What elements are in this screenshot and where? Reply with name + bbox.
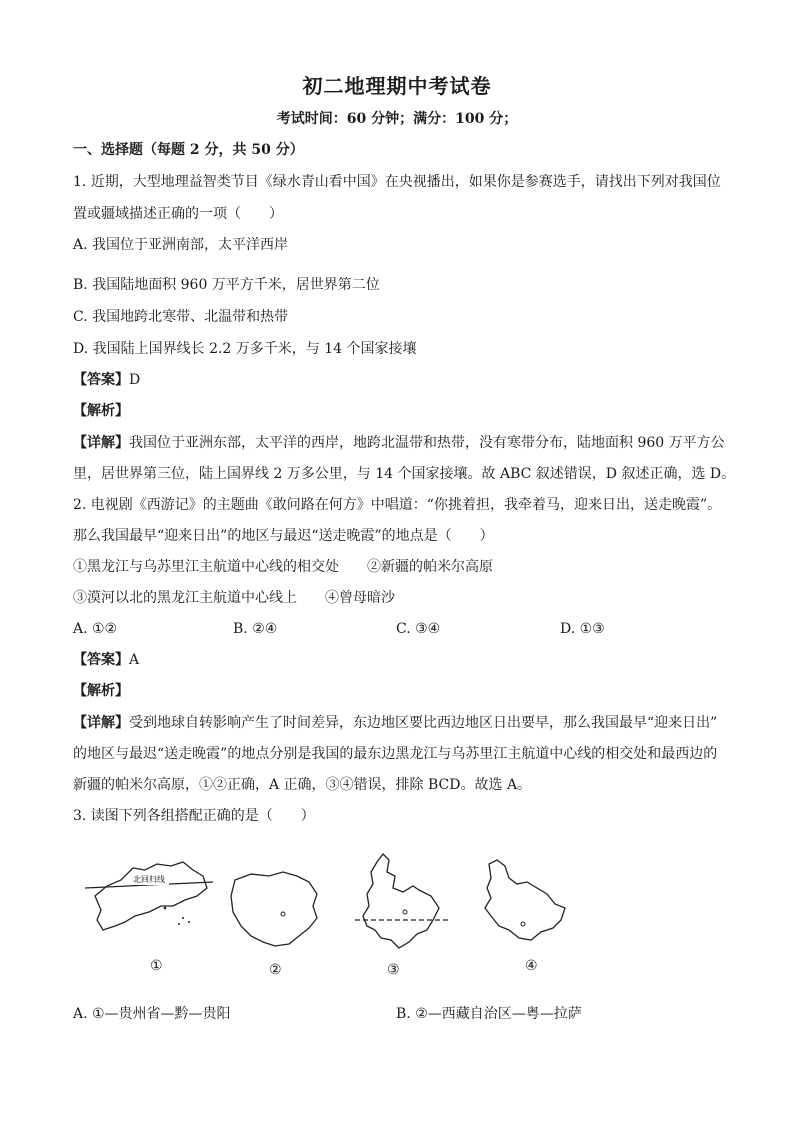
answer-tag: 【答案】 <box>73 372 129 388</box>
q2-detail-line1 <box>73 713 734 733</box>
answer-value: D <box>129 372 141 388</box>
map-4-province <box>475 854 575 954</box>
section-heading: 一、选择题（每题 2 分，共 50 分） <box>73 142 304 158</box>
q3-stem: 3. 读图下列各组搭配正确的是（ ） <box>73 808 315 824</box>
map-number-3: ③ <box>387 962 400 978</box>
q1-analysis-tag: 【解析】 <box>73 403 129 419</box>
map-2-province <box>225 866 325 956</box>
q2-answer <box>73 650 734 670</box>
answer-tag: 【答案】 <box>73 652 129 668</box>
q1-stem-line2: 置或疆域描述正确的一项（ ） <box>73 206 283 222</box>
map-number-2: ② <box>269 962 282 978</box>
q2-stem-line1: 2. 电视剧《西游记》的主题曲《敢问路在何方》中唱道：“你挑着担，我牵着马，迎来日出，送走晚霞”。 <box>73 497 722 513</box>
tropic-label: 北回归线 <box>133 875 165 884</box>
q2-stem-line2: 那么我国最早“迎来日出”的地区与最迟“送走晚霞”的地点是（ ） <box>73 528 494 544</box>
q1-option-d: D. 我国陆上国界线长 2.2 万多千米，与 14 个国家接壤 <box>73 341 417 357</box>
q2-analysis-tag: 【解析】 <box>73 683 129 699</box>
province-maps-figure <box>85 852 585 982</box>
q1-option-c: C. 我国地跨北寒带、北温带和热带 <box>73 309 289 325</box>
q2-detail-line3: 新疆的帕米尔高原，①②正确，A 正确，③④错误，排除 BCD。故选 A。 <box>73 777 532 793</box>
q2-detail-line2: 的地区与最迟“送走晚霞”的地点分别是我国的最东边黑龙江与乌苏里江主航道中心线的相交处和最西边的 <box>73 746 718 762</box>
q1-detail-line1 <box>73 433 734 453</box>
q1-detail-line2: 里，居世界第三位，陆上国界线 2 万多公里，与 14 个国家接壤。故 ABC 叙述错误，D 叙述正确，选 D。 <box>73 466 736 482</box>
q1-option-a: A. 我国位于亚洲南部，太平洋西岸 <box>73 237 289 253</box>
answer-value: A <box>129 652 140 668</box>
q2-option-a: A. ①② <box>73 621 118 637</box>
q1-option-b: B. 我国陆地面积 960 万平方千米，居世界第二位 <box>73 277 380 293</box>
map-1-guangdong <box>85 856 215 946</box>
map-number-4: ④ <box>525 958 538 974</box>
exam-info: 考试时间：60 分钟；满分：100 分； <box>276 111 518 127</box>
map-3-province <box>353 850 453 960</box>
detail-text: 受到地球自转影响产生了时间差异，东边地区要比西边地区日出要早，那么我国最早“迎来日出” <box>129 715 718 731</box>
page-title: 初二地理期中考试卷 <box>302 74 492 98</box>
q2-item-line2: ③漠河以北的黑龙江主航道中心线上 ④曾母暗沙 <box>73 590 395 606</box>
q3-option-b: B. ②—西藏自治区—粤—拉萨 <box>396 1006 582 1022</box>
q3-option-a: A. ①—贵州省—黔—贵阳 <box>73 1006 231 1022</box>
q2-option-b: B. ②④ <box>233 621 278 637</box>
map-number-1: ① <box>150 958 163 974</box>
q2-option-d: D. ①③ <box>560 621 605 637</box>
q2-item-line1: ①黑龙江与乌苏里江主航道中心线的相交处 ②新疆的帕米尔高原 <box>73 559 493 575</box>
q1-answer <box>73 370 734 390</box>
detail-tag: 【详解】 <box>73 715 129 731</box>
detail-tag: 【详解】 <box>73 435 129 451</box>
q2-option-c: C. ③④ <box>396 621 441 637</box>
detail-text: 我国位于亚洲东部，太平洋的西岸，地跨北温带和热带，没有寒带分布，陆地面积 960 万平方公 <box>129 435 725 451</box>
q1-stem-line1: 1. 近期，大型地理益智类节目《绿水青山看中国》在央视播出，如果你是参赛选手，请找出下列对我国位 <box>73 174 721 190</box>
